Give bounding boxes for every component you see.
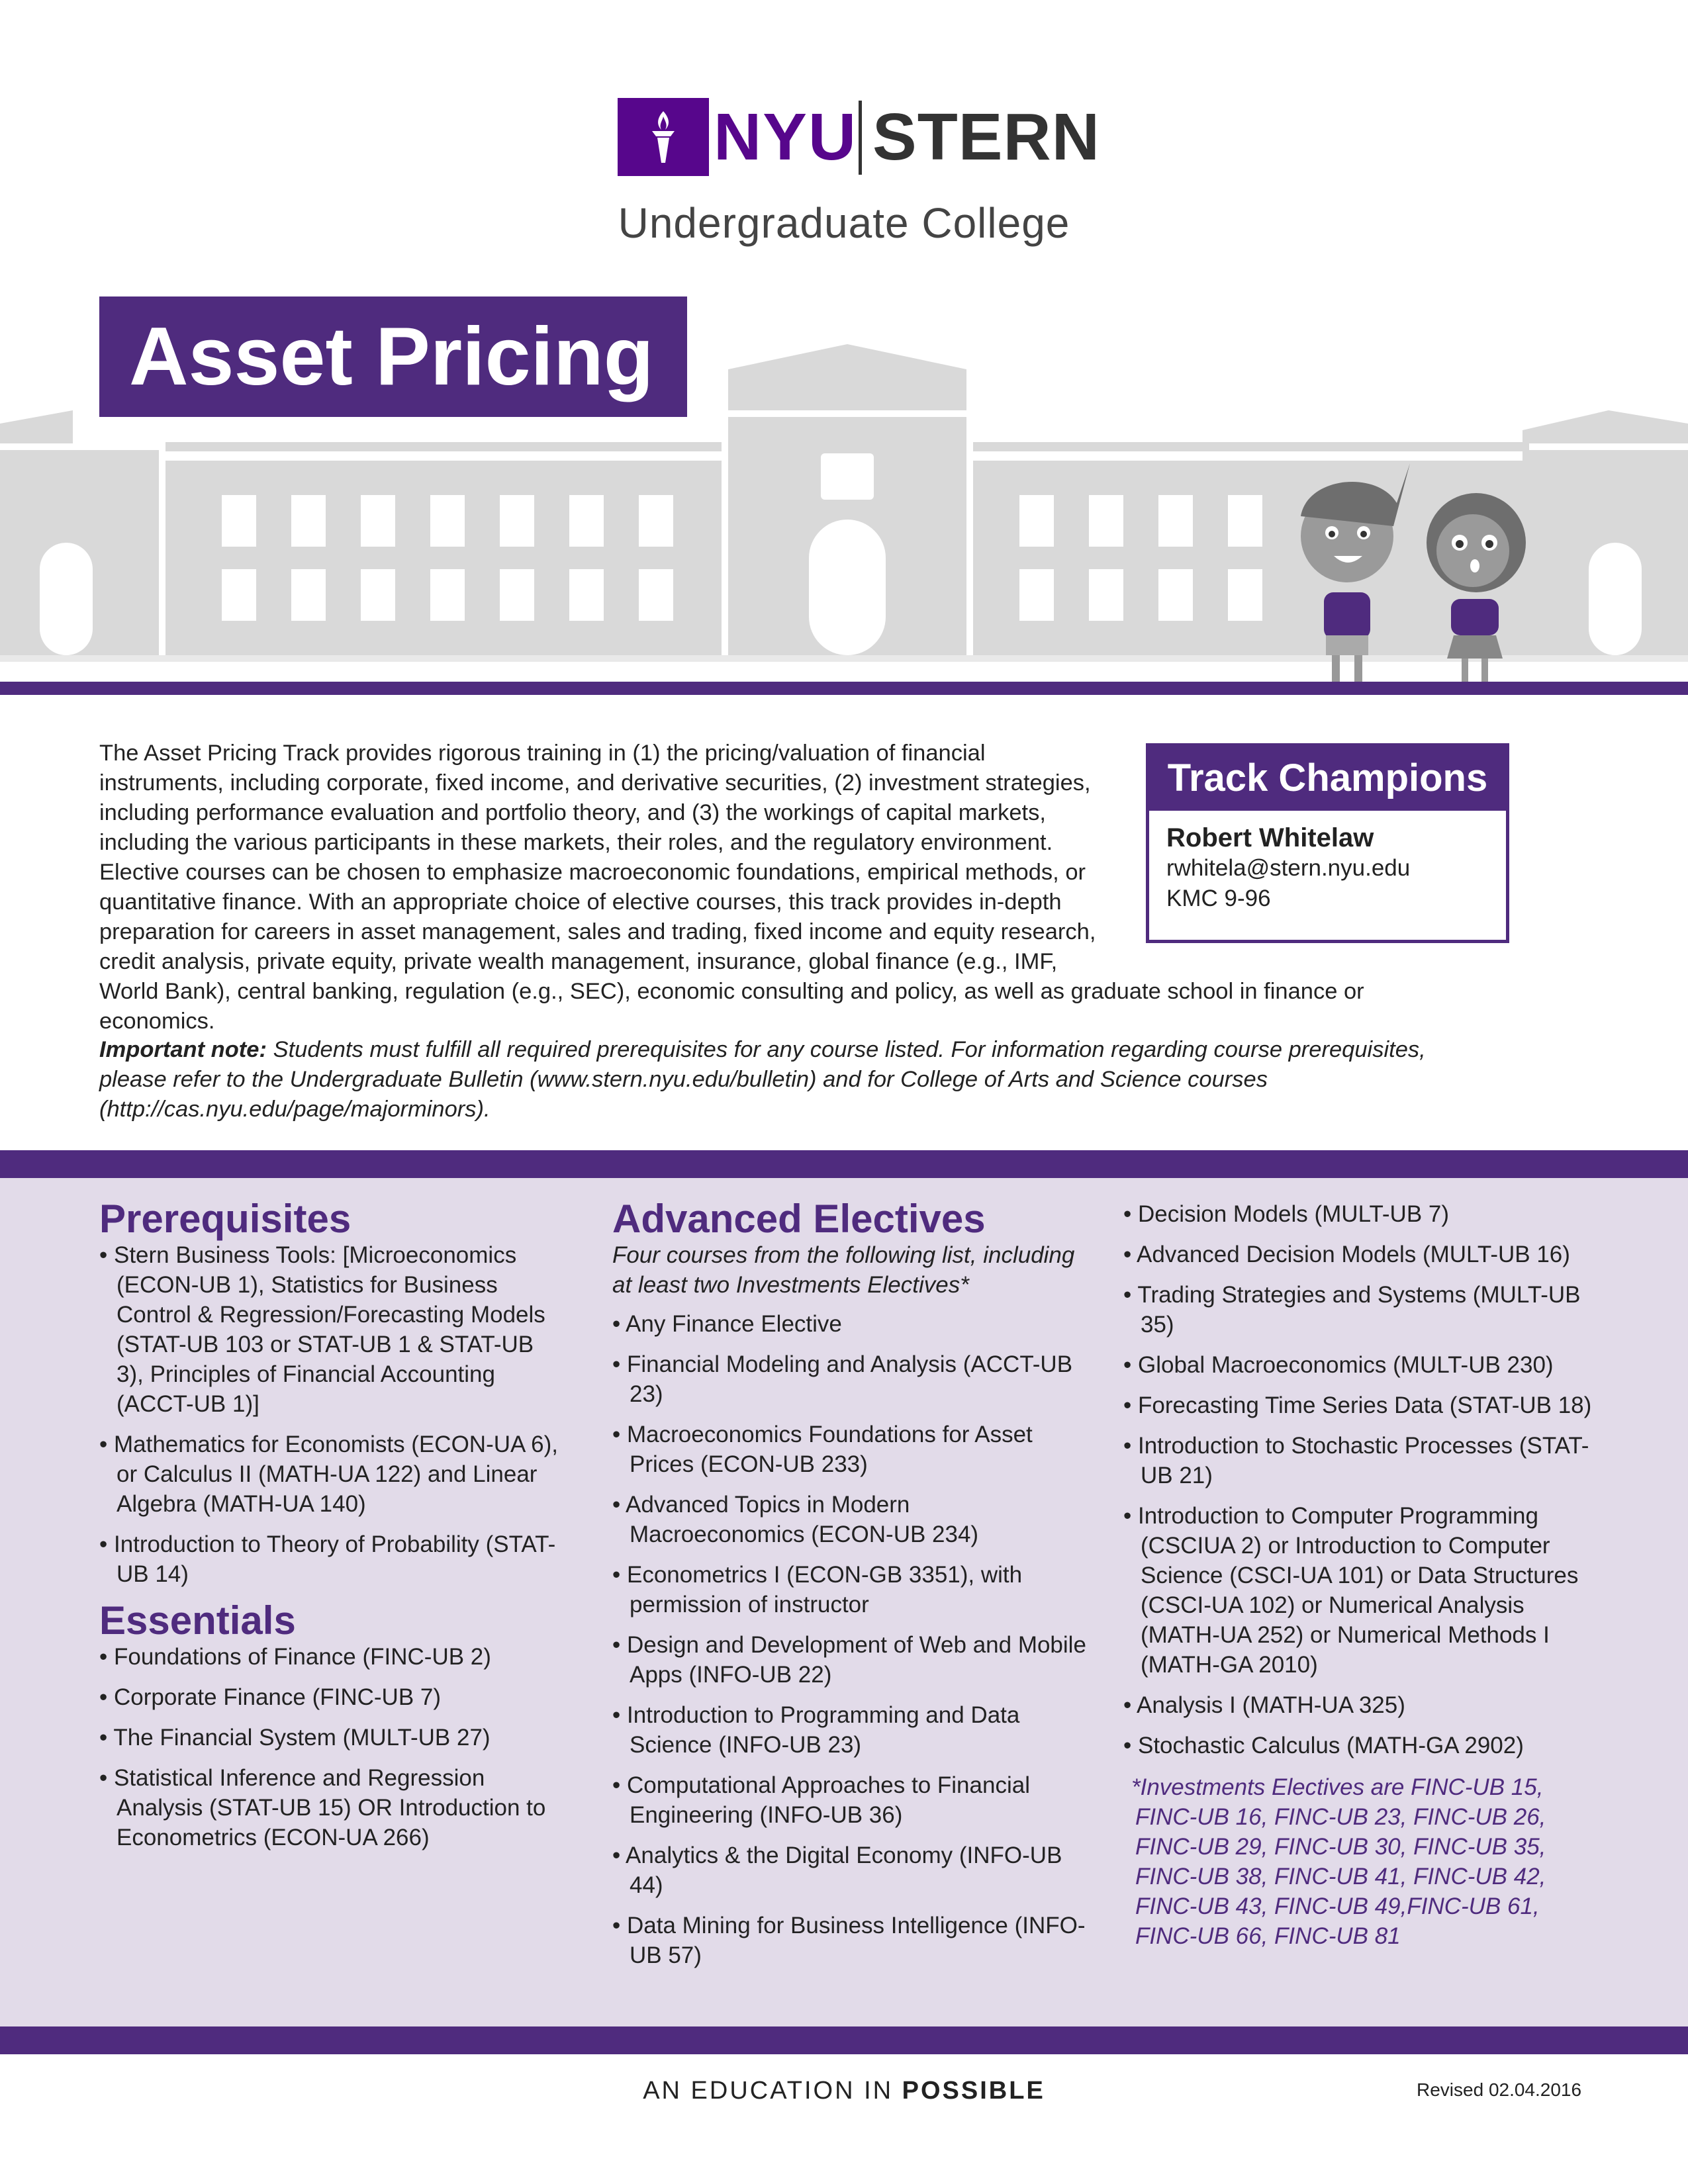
list-item: • Advanced Topics in Modern Macroeconomics (ECON-UB 234) [612, 1490, 1089, 1549]
tagline-part-b: POSSIBLE [902, 2077, 1045, 2105]
brand-stern: STERN [872, 100, 1100, 174]
prerequisites-list [99, 1240, 563, 1589]
list-item: • Statistical Inference and Regression Analysis (STAT-UB 15) OR Introduction to Econometrics (ECON-UA 266) [99, 1763, 563, 1852]
list-item: • The Financial System (MULT-UB 27) [99, 1723, 563, 1752]
list-item: • Corporate Finance (FINC-UB 7) [99, 1682, 563, 1712]
college-name: Undergraduate College [618, 199, 1070, 247]
tagline-part-a: AN EDUCATION IN [643, 2077, 902, 2105]
nyu-torch-logo [618, 98, 709, 176]
column-right [1123, 1199, 1600, 1951]
list-item: • Any Finance Elective [612, 1309, 1089, 1339]
prerequisites-heading: Prerequisites [99, 1197, 352, 1241]
champion-email: rwhitela@stern.nyu.edu [1166, 855, 1411, 881]
track-champions-heading: Track Champions [1149, 746, 1507, 811]
advanced-electives-heading: Advanced Electives [612, 1197, 986, 1241]
intro-section [99, 739, 1488, 1036]
list-item: • Stochastic Calculus (MATH-GA 2902) [1123, 1731, 1600, 1760]
track-champions-box [1146, 743, 1509, 943]
list-item: • Global Macroeconomics (MULT-UB 230) [1123, 1350, 1600, 1380]
electives-list-continued [1123, 1199, 1600, 1760]
list-item: • Stern Business Tools: [Microeconomics (ECON-UB 1), Statistics for Business Control & Regression/Forecasting Models (STAT-UB 103 or STAT-UB 1 & STAT-UB 3), Principles of Financial Accounting (ACCT-UB 1)] [99, 1240, 563, 1419]
list-item: • Data Mining for Business Intelligence (INFO-UB 57) [612, 1911, 1089, 1970]
list-item: • Mathematics for Economists (ECON-UA 6), or Calculus II (MATH-UA 122) and Linear Algebra (MATH-UA 140) [99, 1430, 563, 1519]
logo-divider [859, 101, 862, 175]
intro-text: The Asset Pricing Track provides rigorous training in (1) the pricing/valuation of financial instruments, including corporate, fixed income, and derivative securities, (2) investment strategies, including performance evaluation and portfolio theory, and (3) the workings of capital markets, including the various participants in these markets, their roles, and the regulatory environment. Elective courses can be chosen to emphasize macroeconomic foundations, empirical methods, or quantitative finance. With an appropriate choice of elective courses, this track provides in-depth preparation for careers in asset management, sales and trading, fixed income and equity research, credit analysis, private equity, private wealth management, insurance, global finance (e.g., IMF, World Bank), central banking, regulation (e.g., SEC), economic consulting and policy, as well as graduate school in finance or economics. [99, 741, 1364, 1034]
list-item: • Introduction to Computer Programming (CSCIUA 2) or Introduction to Computer Science (CSCI-UA 101) or Data Structures (CSCI-UA 102) or Numerical Analysis (MATH-UA 252) or Numerical Methods I (MATH-GA 2010) [1123, 1501, 1600, 1680]
list-item: • Introduction to Stochastic Processes (STAT-UB 21) [1123, 1431, 1600, 1490]
essentials-list [99, 1642, 563, 1852]
list-item: • Decision Models (MULT-UB 7) [1123, 1199, 1600, 1229]
champion-office: KMC 9-96 [1166, 886, 1271, 911]
list-item: • Computational Approaches to Financial Engineering (INFO-UB 36) [612, 1770, 1089, 1830]
investments-electives-note: *Investments Electives are FINC-UB 15, FINC-UB 16, FINC-UB 23, FINC-UB 26, FINC-UB 29, FINC-UB 30, FINC-UB 35, FINC-UB 38, FINC-UB 41, FINC-UB 42, FINC-UB 43, FINC-UB 49,FINC-UB 61, FINC-UB 66, FINC-UB 81 [1131, 1774, 1546, 1949]
band-bottom-rule [0, 2026, 1688, 2054]
electives-subtitle: Four courses from the following list, including at least two Investments Electives* [612, 1242, 1075, 1298]
list-item: • Advanced Decision Models (MULT-UB 16) [1123, 1240, 1600, 1269]
list-item: • Financial Modeling and Analysis (ACCT-UB 23) [612, 1349, 1089, 1409]
list-item: • Design and Development of Web and Mobile Apps (INFO-UB 22) [612, 1630, 1089, 1690]
list-item: • Macroeconomics Foundations for Asset Prices (ECON-UB 233) [612, 1420, 1089, 1479]
list-item: • Forecasting Time Series Data (STAT-UB 18) [1123, 1390, 1600, 1420]
important-note [99, 1035, 1483, 1124]
brand-nyu: NYU [714, 100, 858, 174]
important-note-label: Important note: [99, 1037, 267, 1062]
band-top-rule [0, 1150, 1688, 1178]
list-item: • Foundations of Finance (FINC-UB 2) [99, 1642, 563, 1672]
important-note-text: Students must fulfill all required prerequisites for any course listed. For information regarding course prerequisites, please refer to the Undergraduate Bulletin (www.stern.nyu.edu/bulletin) and for College of Arts and Science courses (http://cas.nyu.edu/page/majorminors). [99, 1037, 1426, 1122]
champion-name: Robert Whitelaw [1166, 823, 1374, 852]
list-item: • Trading Strategies and Systems (MULT-UB 35) [1123, 1280, 1600, 1340]
revised-date: Revised 02.04.2016 [1417, 2079, 1582, 2100]
column-middle [612, 1198, 1089, 1981]
list-item: • Analysis I (MATH-UA 325) [1123, 1690, 1600, 1720]
list-item: • Introduction to Theory of Probability (STAT-UB 14) [99, 1529, 563, 1589]
page-title: Asset Pricing [129, 311, 654, 402]
column-left [99, 1198, 563, 1863]
essentials-heading: Essentials [99, 1598, 296, 1643]
torch-icon [618, 98, 709, 176]
list-item: • Econometrics I (ECON-GB 3351), with permission of instructor [612, 1560, 1089, 1619]
electives-list [612, 1309, 1089, 1970]
list-item: • Analytics & the Digital Economy (INFO-UB 44) [612, 1841, 1089, 1900]
list-item: • Introduction to Programming and Data Science (INFO-UB 23) [612, 1700, 1089, 1760]
track-champions-body [1149, 811, 1506, 914]
